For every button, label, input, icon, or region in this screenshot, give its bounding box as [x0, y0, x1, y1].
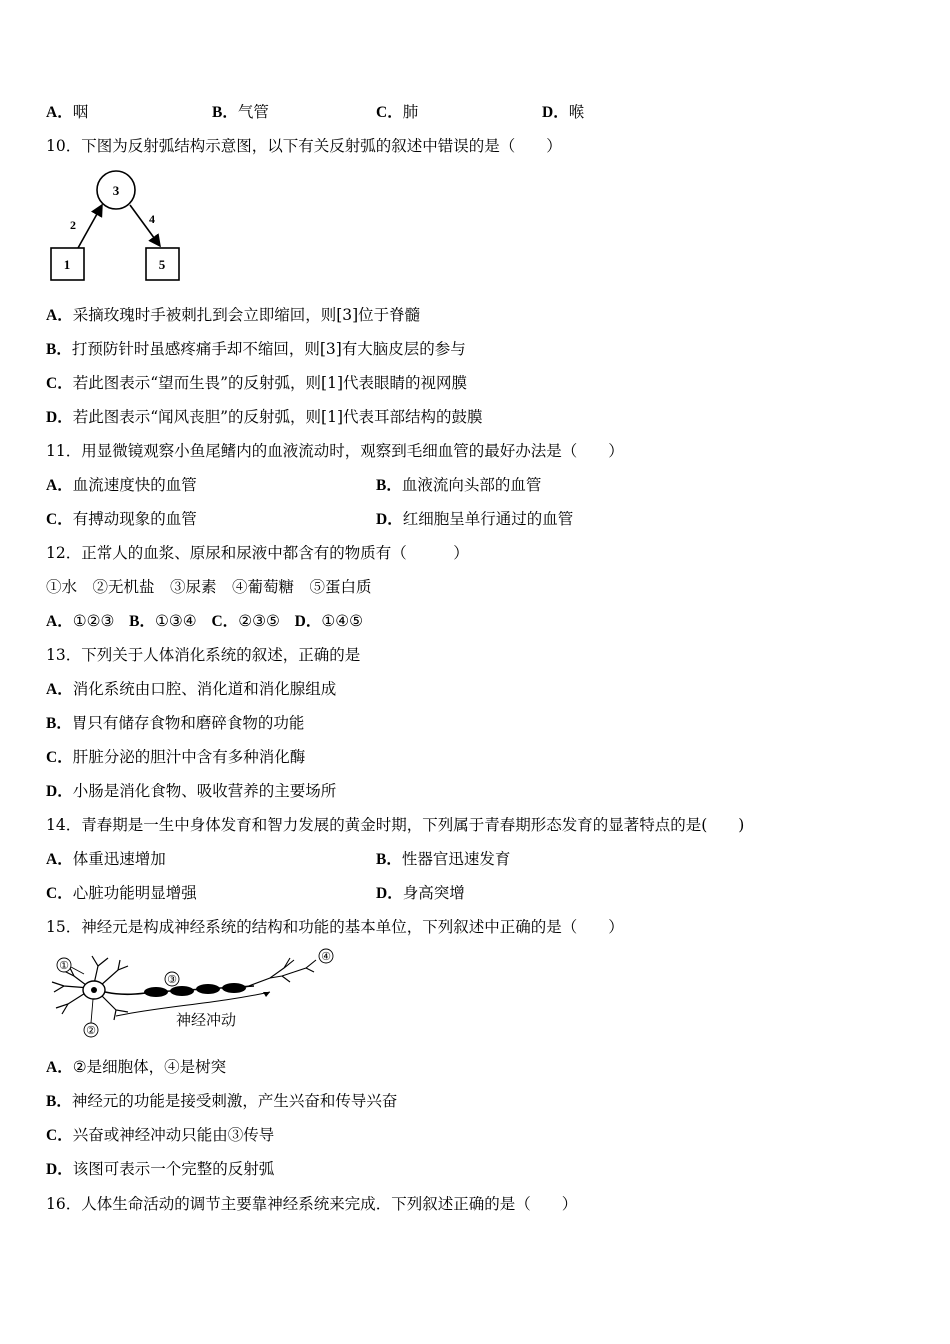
q10-option-b: B．打预防针时虽感疼痛手却不缩回，则[3]有大脑皮层的参与 — [46, 340, 466, 358]
q15-option-b: B．神经元的功能是接受刺激，产生兴奋和传导兴奋 — [46, 1092, 398, 1110]
q11-option-d: D．红细胞呈单行通过的血管 — [376, 510, 574, 528]
q9-option-a: A．咽 — [46, 103, 89, 121]
q12-option-d: D．①④⑤ — [294, 612, 364, 630]
q11-option-c: C．有搏动现象的血管 — [46, 510, 197, 528]
q12-items: ①水 ②无机盐 ③尿素 ④葡萄糖 ⑤蛋白质 — [46, 578, 372, 596]
q14-option-a: A．体重迅速增加 — [46, 850, 166, 868]
q12-option-c: C．②③⑤ — [211, 612, 280, 630]
q15-option-d: D．该图可表示一个完整的反射弧 — [46, 1160, 275, 1178]
arrow-4 — [130, 205, 160, 246]
q13-option-d: D．小肠是消化食物、吸收营养的主要场所 — [46, 782, 337, 800]
q10-stem: 10．下图为反射弧结构示意图，以下有关反射弧的叙述中错误的是（ ） — [46, 137, 562, 155]
marker-1 — [57, 958, 71, 972]
label-3: 3 — [112, 183, 120, 198]
arrow-2 — [78, 205, 102, 248]
svg-text:①: ① — [59, 960, 69, 972]
q14-option-c: C．心脏功能明显增强 — [46, 884, 197, 902]
q13-option-c: C．肝脏分泌的胆汁中含有多种消化酶 — [46, 748, 306, 766]
nucleus — [91, 987, 97, 993]
neural-impulse-caption: 神经冲动 — [176, 1011, 237, 1029]
q15-option-c: C．兴奋或神经冲动只能由③传导 — [46, 1126, 275, 1144]
svg-text:③: ③ — [167, 974, 177, 986]
q9-option-d: D．喉 — [542, 103, 585, 121]
q9-option-b: B．气管 — [212, 103, 269, 121]
q14-option-b: B．性器官迅速发育 — [376, 850, 511, 868]
label-1: 1 — [63, 257, 71, 272]
q11-option-b: B．血液流向头部的血管 — [376, 476, 542, 494]
q15-stem: 15．神经元是构成神经系统的结构和功能的基本单位，下列叙述中正确的是（ ） — [46, 918, 624, 936]
svg-text:④: ④ — [321, 951, 331, 963]
q12-options — [46, 611, 363, 632]
q14-option-d: D．身高突增 — [376, 884, 465, 902]
label-5: 5 — [158, 257, 166, 272]
label-4: 4 — [149, 212, 155, 226]
q10-option-c: C．若此图表示“望而生畏”的反射弧，则[1]代表眼睛的视网膜 — [46, 374, 468, 392]
marker-3 — [165, 972, 179, 986]
svg-text:②: ② — [86, 1025, 96, 1037]
q10-option-d: D．若此图表示“闻风丧胆”的反射弧，则[1]代表耳部结构的鼓膜 — [46, 408, 483, 426]
axon-terminals — [246, 958, 316, 987]
marker-2 — [84, 1023, 98, 1037]
q12-option-a: A．①②③ — [46, 612, 115, 630]
q16-stem: 16．人体生命活动的调节主要靠神经系统来完成．下列叙述正确的是（ ） — [46, 1195, 578, 1213]
impulse-arrowhead — [263, 992, 270, 997]
q12-option-b: B．①③④ — [129, 612, 197, 630]
q12-stem: 12．正常人的血浆、原尿和尿液中都含有的物质有（ ） — [46, 544, 469, 562]
q15-option-a: A．②是细胞体，④是树突 — [46, 1058, 227, 1076]
q13-option-a: A．消化系统由口腔、消化道和消化腺组成 — [46, 680, 337, 698]
q11-option-a: A．血流速度快的血管 — [46, 476, 197, 494]
neuron-diagram — [44, 946, 344, 1042]
q13-stem: 13．下列关于人体消化系统的叙述，正确的是 — [46, 646, 361, 664]
q14-stem: 14．青春期是一生中身体发育和智力发展的黄金时期，下列属于青春期形态发育的显著特点的是( ) — [46, 816, 745, 834]
q10-option-a: A．采摘玫瑰时手被刺扎到会立即缩回，则[3]位于脊髓 — [46, 306, 421, 324]
q9-option-c: C．肺 — [376, 103, 419, 121]
q11-stem: 11．用显微镜观察小鱼尾鳍内的血液流动时，观察到毛细血管的最好办法是（ ） — [46, 442, 624, 460]
label-2: 2 — [70, 218, 76, 232]
q13-option-b: B．胃只有储存食物和磨碎食物的功能 — [46, 714, 305, 732]
reflex-arc-diagram — [44, 168, 194, 288]
marker-4 — [319, 949, 333, 963]
